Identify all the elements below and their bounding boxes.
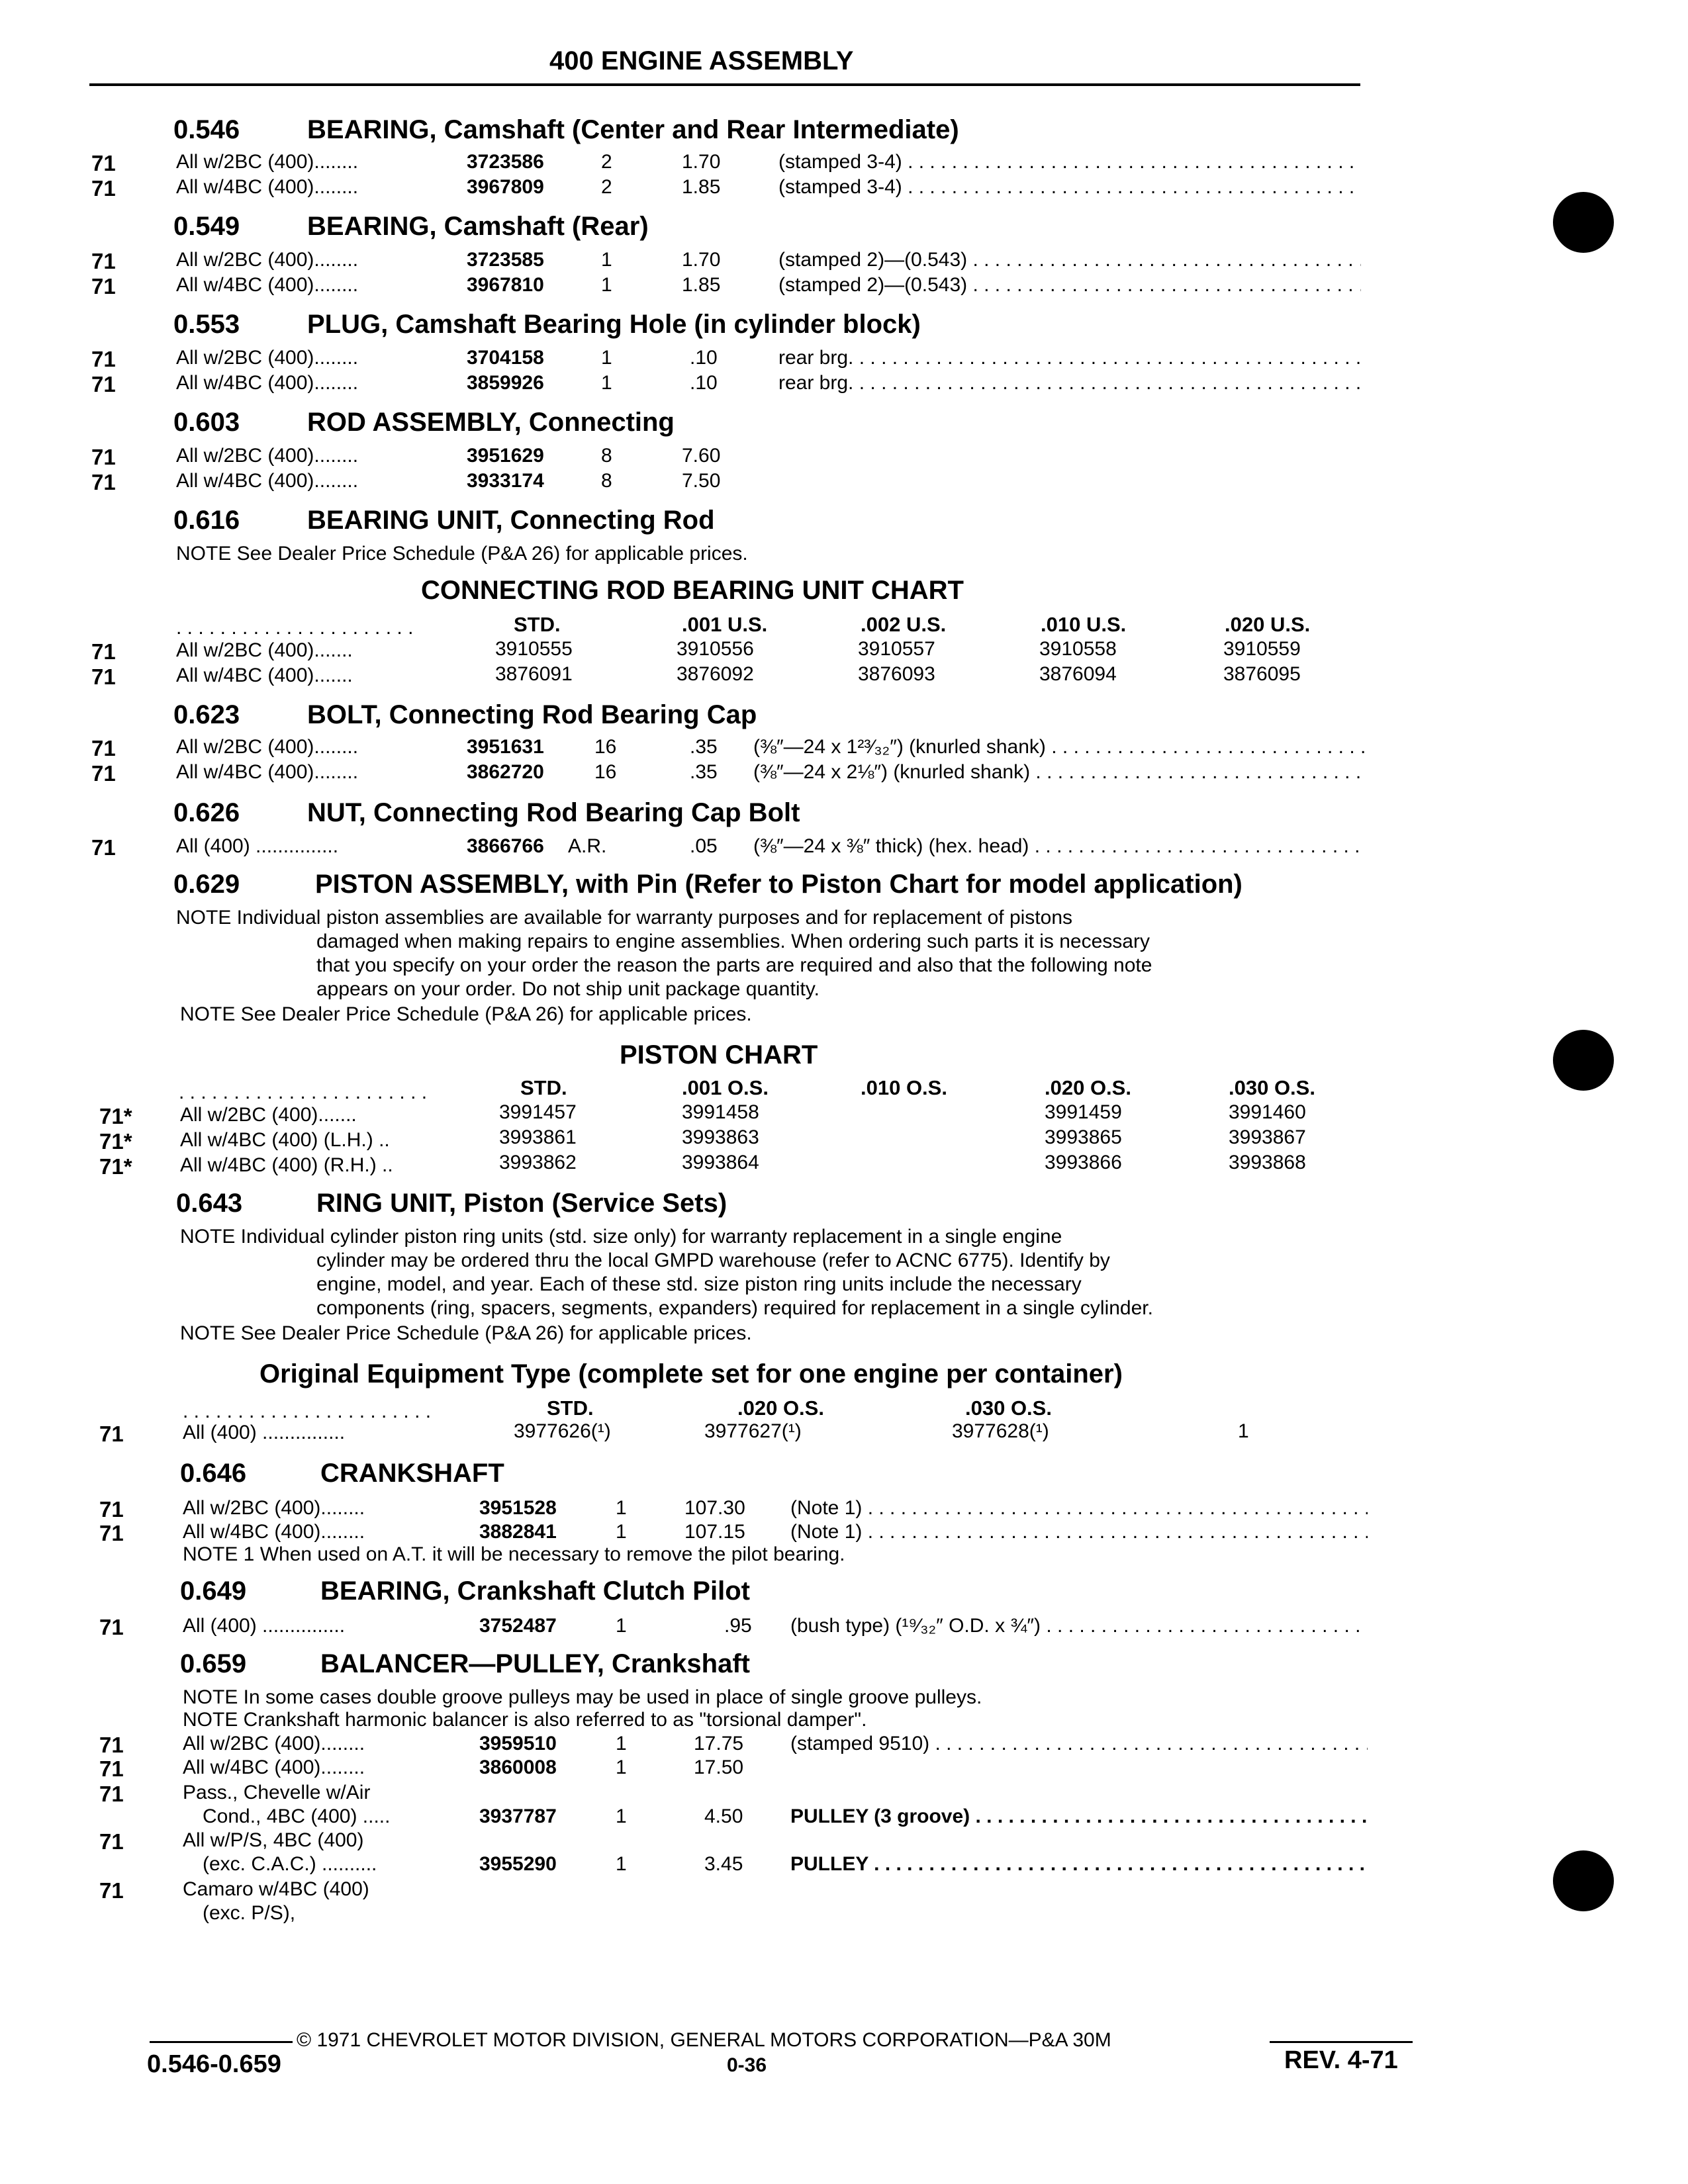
chart-cell: 3977627(¹) xyxy=(704,1420,802,1442)
chart-header: STD. xyxy=(514,613,561,636)
footer-rule-right xyxy=(1270,2041,1413,2043)
application: All w/4BC (400) (L.H.) .. xyxy=(180,1129,390,1151)
application: All w/4BC (400)........ xyxy=(176,176,359,198)
year-code: 71 xyxy=(99,1756,124,1781)
price: 17.75 xyxy=(694,1733,744,1754)
section-note: NOTE See Dealer Price Schedule (P&A 26) for applicable prices. xyxy=(180,1003,752,1025)
chart-cell: 3876094 xyxy=(1039,663,1117,685)
chart-header: .010 U.S. xyxy=(1041,613,1127,636)
section-number: 0.616 xyxy=(173,506,240,535)
page-number: 0-36 xyxy=(727,2054,767,2076)
chart-cell: 3991458 xyxy=(682,1101,759,1123)
oe-chart-title: Original Equipment Type (complete set for one engine per container) xyxy=(259,1359,1123,1388)
quantity: 8 xyxy=(601,445,612,467)
chart-cell: 3991459 xyxy=(1045,1101,1122,1123)
chart-cell: 3876091 xyxy=(495,663,573,685)
year-code: 71 xyxy=(99,1521,124,1545)
year-code: 71 xyxy=(99,1878,124,1903)
application: All w/4BC (400)........ xyxy=(183,1756,365,1778)
description: PULLEY (3 groove) . . . xyxy=(790,1807,1368,1827)
description: (⅜″—24 x 1²³⁄₃₂″) (knurled shank) . . . xyxy=(753,737,1365,757)
price: 3.45 xyxy=(704,1853,743,1875)
piston-chart-title: PISTON CHART xyxy=(620,1040,818,1069)
section-title: BEARING UNIT, Connecting Rod xyxy=(307,506,715,535)
price: 107.15 xyxy=(684,1521,745,1543)
price: 17.50 xyxy=(694,1756,744,1778)
year-code: 71 xyxy=(91,151,116,175)
section-range: 0.546-0.659 xyxy=(147,2050,281,2078)
quantity: 2 xyxy=(601,151,612,173)
application: (exc. C.A.C.) .......... xyxy=(203,1853,377,1875)
year-code: 71 xyxy=(91,470,116,494)
part-number: 3704158 xyxy=(467,347,544,369)
year-code: 71 xyxy=(99,1422,124,1446)
section-note: cylinder may be ordered thru the local GMPD warehouse (refer to ACNC 6775). Identify by xyxy=(316,1250,1110,1271)
section-title: ROD ASSEMBLY, Connecting xyxy=(307,408,675,437)
year-code: 71 xyxy=(91,347,116,371)
price: 1.70 xyxy=(682,249,721,271)
punch-hole-bottom xyxy=(1553,1850,1614,1911)
quantity: 8 xyxy=(601,470,612,492)
section-note: components (ring, spacers, segments, expanders) required for replacement in a single cylinder. xyxy=(316,1297,1153,1319)
page-title: 400 ENGINE ASSEMBLY xyxy=(549,46,854,75)
chart-cell: 3993864 xyxy=(682,1152,759,1173)
chart-cell: 3910559 xyxy=(1223,638,1301,660)
quantity: 1 xyxy=(616,1805,627,1827)
year-code: 71 xyxy=(91,445,116,469)
chart-header: .020 O.S. xyxy=(1045,1076,1131,1099)
quantity: 16 xyxy=(594,736,617,758)
section-number: 0.553 xyxy=(173,310,240,339)
year-code: 71 xyxy=(91,372,116,396)
bearing-chart-title: CONNECTING ROD BEARING UNIT CHART xyxy=(421,576,964,605)
section-note: NOTE Individual piston assemblies are available for warranty purposes and for replacement of pistons xyxy=(176,907,1073,929)
application: All w/4BC (400)........ xyxy=(183,1521,365,1543)
description: (stamped 3-4) . . . xyxy=(778,152,1361,172)
quantity: 1 xyxy=(1238,1420,1249,1442)
part-number: 3859926 xyxy=(467,372,544,394)
application: Camaro w/4BC (400) xyxy=(183,1878,369,1900)
application: All w/2BC (400)........ xyxy=(183,1497,365,1519)
year-code: 71* xyxy=(99,1154,132,1179)
application: All (400) ............... xyxy=(183,1615,346,1637)
chart-cell: 3876095 xyxy=(1223,663,1301,685)
price: .35 xyxy=(690,736,718,758)
chart-cell: 3993867 xyxy=(1229,1126,1306,1148)
section-number: 0.603 xyxy=(173,408,240,437)
price: .35 xyxy=(690,761,718,783)
part-number: 3955290 xyxy=(479,1853,557,1875)
application: Pass., Chevelle w/Air xyxy=(183,1782,371,1803)
section-note: that you specify on your order the reason the parts are required and also that the following note xyxy=(316,954,1152,976)
chart-cell: 3876093 xyxy=(858,663,935,685)
header-rule xyxy=(89,83,1360,86)
quantity: 1 xyxy=(616,1733,627,1754)
chart-cell: 3977626(¹) xyxy=(514,1420,611,1442)
section-number: 0.659 xyxy=(180,1649,247,1678)
part-number: 3862720 xyxy=(467,761,544,783)
chart-leader-dots: . . . . . . . . . . . . . . . . . . . . . . xyxy=(176,617,414,639)
chart-cell: 3910557 xyxy=(858,638,935,660)
year-code: 71 xyxy=(99,1615,124,1639)
quantity: 1 xyxy=(616,1497,627,1519)
footer-rule-left xyxy=(150,2041,293,2043)
section-number: 0.629 xyxy=(173,870,240,899)
description: (stamped 9510) . . . xyxy=(790,1734,1368,1754)
quantity: 1 xyxy=(616,1756,627,1778)
chart-cell: 3993865 xyxy=(1045,1126,1122,1148)
part-number: 3951528 xyxy=(479,1497,557,1519)
section-number: 0.626 xyxy=(173,798,240,827)
quantity: 1 xyxy=(601,274,612,296)
quantity: 1 xyxy=(616,1615,627,1637)
chart-header: .030 O.S. xyxy=(965,1396,1052,1420)
description: (stamped 2)—(0.543) . . . xyxy=(778,250,1361,270)
part-number: 3951629 xyxy=(467,445,544,467)
application: All w/4BC (400)........ xyxy=(176,372,359,394)
application: All w/2BC (400)........ xyxy=(183,1733,365,1754)
punch-hole-top xyxy=(1553,192,1614,253)
year-code: 71* xyxy=(99,1104,132,1128)
section-number: 0.623 xyxy=(173,700,240,729)
chart-header: .001 U.S. xyxy=(682,613,768,636)
chart-cell: 3910556 xyxy=(677,638,754,660)
application: All w/2BC (400)........ xyxy=(176,347,359,369)
part-number: 3723585 xyxy=(467,249,544,271)
price: .10 xyxy=(690,372,718,394)
price: .10 xyxy=(690,347,718,369)
quantity: 16 xyxy=(594,761,617,783)
chart-cell: 3993866 xyxy=(1045,1152,1122,1173)
price: .95 xyxy=(724,1615,752,1637)
description: PULLEY . . . xyxy=(790,1854,1368,1874)
description: (⅜″—24 x ⅜″ thick) (hex. head) . . . xyxy=(753,837,1362,856)
copyright: © 1971 CHEVROLET MOTOR DIVISION, GENERAL MOTORS CORPORATION—P&A 30M xyxy=(297,2029,1111,2051)
part-number: 3752487 xyxy=(479,1615,557,1637)
price: 107.30 xyxy=(684,1497,745,1519)
year-code: 71 xyxy=(99,1782,124,1806)
part-number: 3951631 xyxy=(467,736,544,758)
part-number: 3860008 xyxy=(479,1756,557,1778)
application: All w/4BC (400)........ xyxy=(176,274,359,296)
quantity: 2 xyxy=(601,176,612,198)
section-note: damaged when making repairs to engine assemblies. When ordering such parts it is necessary xyxy=(316,931,1150,952)
quantity: 1 xyxy=(616,1853,627,1875)
application: (exc. P/S), xyxy=(203,1902,296,1924)
year-code: 71 xyxy=(91,736,116,760)
year-code: 71 xyxy=(91,274,116,298)
application: All w/2BC (400)....... xyxy=(176,639,353,661)
application: All w/4BC (400)........ xyxy=(176,470,359,492)
section-note: engine, model, and year. Each of these std. size piston ring units include the necessary xyxy=(316,1273,1082,1295)
price: 1.70 xyxy=(682,151,721,173)
description: (Note 1) . . . xyxy=(790,1498,1368,1518)
section-number: 0.643 xyxy=(176,1189,243,1218)
price: 1.85 xyxy=(682,274,721,296)
section-title: BOLT, Connecting Rod Bearing Cap xyxy=(307,700,757,729)
section-title: BEARING, Crankshaft Clutch Pilot xyxy=(320,1576,750,1606)
revision: REV. 4-71 xyxy=(1284,2046,1398,2074)
description: (stamped 3-4) . . . xyxy=(778,177,1361,197)
chart-header: .002 U.S. xyxy=(861,613,947,636)
quantity: 1 xyxy=(601,347,612,369)
price: 7.50 xyxy=(682,470,721,492)
application: All w/4BC (400) (R.H.) .. xyxy=(180,1154,393,1176)
application: All w/2BC (400)....... xyxy=(180,1104,357,1126)
chart-header: .010 O.S. xyxy=(861,1076,947,1099)
section-number: 0.549 xyxy=(173,212,240,241)
description: (⅜″—24 x 2⅛″) (knurled shank) . . . xyxy=(753,762,1365,782)
chart-leader-dots: . . . . . . . . . . . . . . . . . . . . . . . xyxy=(183,1400,432,1422)
application: All w/4BC (400)........ xyxy=(176,761,359,783)
application: All w/P/S, 4BC (400) xyxy=(183,1829,364,1851)
description: rear brg. . . . xyxy=(778,373,1361,393)
part-number: 3882841 xyxy=(479,1521,557,1543)
section-title: BEARING, Camshaft (Rear) xyxy=(307,212,649,241)
year-code: 71* xyxy=(99,1129,132,1154)
application: All w/2BC (400)........ xyxy=(176,445,359,467)
description: rear brg. . . . xyxy=(778,348,1361,368)
application: All (400) ............... xyxy=(183,1422,346,1443)
price: 1.85 xyxy=(682,176,721,198)
section-note: NOTE 1 When used on A.T. it will be necessary to remove the pilot bearing. xyxy=(183,1543,845,1565)
part-number: 3967810 xyxy=(467,274,544,296)
section-number: 0.646 xyxy=(180,1459,247,1488)
section-title: BEARING, Camshaft (Center and Rear Intermediate) xyxy=(307,115,959,144)
part-number: 3723586 xyxy=(467,151,544,173)
year-code: 71 xyxy=(99,1733,124,1757)
quantity: 1 xyxy=(601,372,612,394)
application: Cond., 4BC (400) ..... xyxy=(203,1805,391,1827)
section-note: NOTE In some cases double groove pulleys may be used in place of single groove pulleys. xyxy=(183,1686,982,1708)
part-number: 3933174 xyxy=(467,470,544,492)
year-code: 71 xyxy=(91,835,116,860)
description: (Note 1) . . . xyxy=(790,1522,1368,1542)
chart-header: .020 U.S. xyxy=(1225,613,1311,636)
chart-header: .001 O.S. xyxy=(682,1076,769,1099)
application: All w/2BC (400)........ xyxy=(176,249,359,271)
punch-hole-middle xyxy=(1553,1030,1614,1091)
section-note: NOTE Crankshaft harmonic balancer is also referred to as "torsional damper". xyxy=(183,1709,867,1731)
chart-cell: 3991460 xyxy=(1229,1101,1306,1123)
chart-cell: 3993861 xyxy=(499,1126,577,1148)
quantity: 1 xyxy=(601,249,612,271)
chart-cell: 3876092 xyxy=(677,663,754,685)
chart-leader-dots: . . . . . . . . . . . . . . . . . . . . . . . xyxy=(179,1081,428,1103)
chart-cell: 3977628(¹) xyxy=(952,1420,1049,1442)
quantity: 1 xyxy=(616,1521,627,1543)
year-code: 71 xyxy=(91,761,116,786)
section-note: NOTE See Dealer Price Schedule (P&A 26) for applicable prices. xyxy=(176,543,748,565)
chart-cell: 3910555 xyxy=(495,638,573,660)
section-number: 0.649 xyxy=(180,1576,247,1606)
application: All w/2BC (400)........ xyxy=(176,736,359,758)
price: 4.50 xyxy=(704,1805,743,1827)
part-number: 3959510 xyxy=(479,1733,557,1754)
section-title: BALANCER—PULLEY, Crankshaft xyxy=(320,1649,750,1678)
year-code: 71 xyxy=(99,1829,124,1854)
section-note: NOTE See Dealer Price Schedule (P&A 26) for applicable prices. xyxy=(180,1322,752,1344)
chart-header: .020 O.S. xyxy=(737,1396,824,1420)
chart-cell: 3993868 xyxy=(1229,1152,1306,1173)
section-note: appears on your order. Do not ship unit package quantity. xyxy=(316,978,820,1000)
year-code: 71 xyxy=(91,664,116,689)
section-title: RING UNIT, Piston (Service Sets) xyxy=(316,1189,727,1218)
price: .05 xyxy=(690,835,718,857)
chart-header: .030 O.S. xyxy=(1229,1076,1315,1099)
chart-cell: 3993862 xyxy=(499,1152,577,1173)
part-number: 3937787 xyxy=(479,1805,557,1827)
chart-header: STD. xyxy=(547,1396,594,1420)
section-title: CRANKSHAFT xyxy=(320,1459,504,1488)
year-code: 71 xyxy=(91,639,116,664)
part-number: 3866766 xyxy=(467,835,544,857)
chart-cell: 3993863 xyxy=(682,1126,759,1148)
part-number: 3967809 xyxy=(467,176,544,198)
section-number: 0.546 xyxy=(173,115,240,144)
chart-header: STD. xyxy=(520,1076,567,1099)
year-code: 71 xyxy=(99,1497,124,1522)
application: All w/4BC (400)....... xyxy=(176,664,353,686)
application: All (400) ............... xyxy=(176,835,339,857)
application: All w/2BC (400)........ xyxy=(176,151,359,173)
chart-cell: 3910558 xyxy=(1039,638,1117,660)
quantity: A.R. xyxy=(568,835,607,857)
year-code: 71 xyxy=(91,176,116,201)
section-note: NOTE Individual cylinder piston ring units (std. size only) for warranty replacement in a single engine xyxy=(180,1226,1062,1248)
chart-cell: 3991457 xyxy=(499,1101,577,1123)
description: (stamped 2)—(0.543) . . . xyxy=(778,275,1361,295)
section-title: PLUG, Camshaft Bearing Hole (in cylinder block) xyxy=(307,310,921,339)
section-title: NUT, Connecting Rod Bearing Cap Bolt xyxy=(307,798,800,827)
price: 7.60 xyxy=(682,445,721,467)
section-title: PISTON ASSEMBLY, with Pin (Refer to Piston Chart for model application) xyxy=(315,870,1243,899)
description: (bush type) (¹⁹⁄₃₂″ O.D. x ¾″) . . . xyxy=(790,1616,1368,1636)
year-code: 71 xyxy=(91,249,116,273)
